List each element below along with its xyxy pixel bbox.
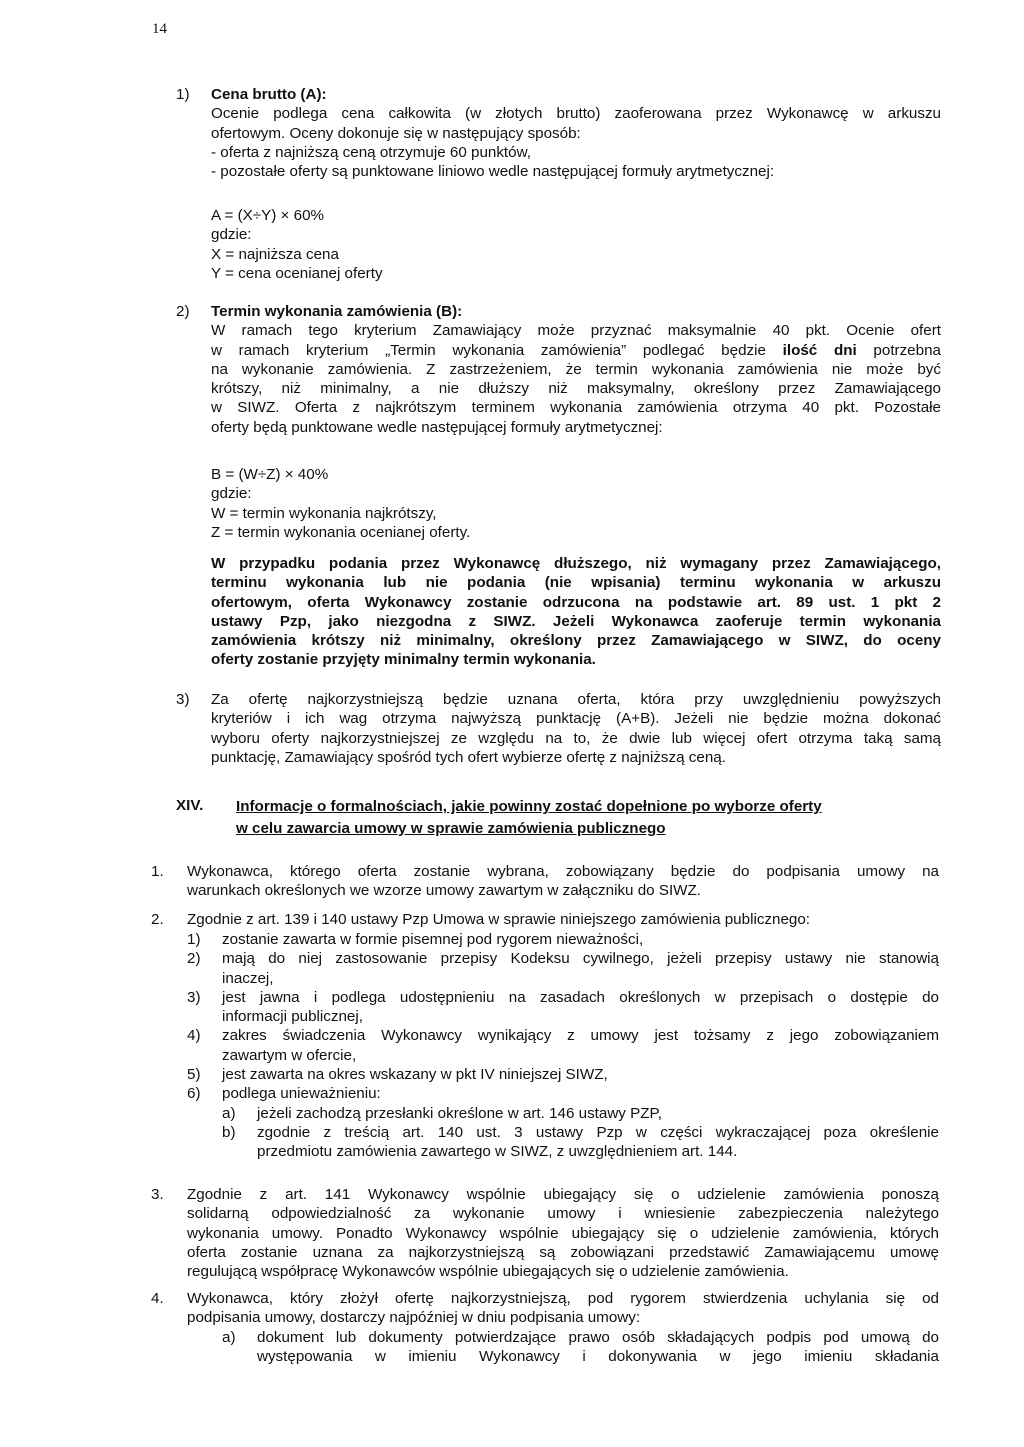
- list-item-number: 4): [187, 1027, 201, 1045]
- list-item-number: 5): [187, 1066, 201, 1084]
- formula-a-expression: A = (X÷Y) × 60%: [211, 207, 325, 224]
- list-item-line: jest jawna i podlega udostępnieniu na zasadach określonych w przepisach o dostępie do: [222, 988, 939, 1006]
- item-2-intro: Zgodnie z art. 139 i 140 ustawy Pzp Umowa w sprawie niniejszego zamówienia publicznego:: [187, 911, 811, 928]
- item-3-number: 3.: [151, 1186, 164, 1203]
- warning-line: zamówienia krótszy niż minimalny, określony przez Zamawiającego w SIWZ, do oceny: [211, 632, 941, 650]
- sub-list-item-line: przedmiotu zamówienia zawartego w SIWZ, z uwzględnieniem art. 144.: [257, 1143, 738, 1161]
- item-2-number: 2.: [151, 911, 164, 928]
- criterion-a-line: Ocenie podlega cena całkowita (w złotych brutto) zaoferowana przez Wykonawcę w arkuszu: [211, 105, 941, 123]
- criterion-b-line: W ramach tego kryterium Zamawiający może przyznać maksymalnie 40 pkt. Ocenie ofert: [211, 322, 941, 340]
- sub-list-item-letter: a): [222, 1328, 236, 1346]
- warning-line: oferty zostanie przyjęty minimalny termin wykonania.: [211, 651, 596, 669]
- list-item-line: zostanie zawarta w formie pisemnej pod rygorem nieważności,: [222, 931, 644, 948]
- criterion-a-number: 1): [176, 86, 190, 103]
- warning-line: ustawy Pzp, jako niezgodna z SIWZ. Jeżeli Wykonawca zaoferuje termin wykonania: [211, 612, 941, 630]
- formula-a-x: X = najniższa cena: [211, 245, 339, 263]
- warning-line: terminu wykonania lub nie podania (nie wpisania) terminu wykonania w arkuszu: [211, 574, 941, 592]
- list-item: [187, 949, 939, 988]
- item-1-line: warunkach określonych we wzorze umowy zawartym w załączniku do SIWZ.: [187, 882, 702, 900]
- criterion-3-number: 3): [176, 691, 190, 708]
- list-item: [187, 1026, 939, 1065]
- warning-line: ofertowym, oferta Wykonawcy zostanie odrzucona na podstawie art. 89 ust. 1 pkt 2: [211, 593, 941, 611]
- list-item: [187, 988, 939, 1027]
- criterion-b-line: krótszy, niż minimalny, a nie dłuższy niż maksymalny, określony przez Zamawiającego: [211, 380, 941, 398]
- list-item-line: mają do niej zastosowanie przepisy Kodeksu cywilnego, jeżeli przepisy ustawy nie stanowią: [222, 950, 939, 968]
- formula-a-y: Y = cena ocenianej oferty: [211, 264, 383, 282]
- item-3-line: oferta zostanie uznana za najkorzystniejszą są zobowiązani przedstawić Zamawiającemu umowę: [187, 1243, 939, 1261]
- list-item-line: informacji publicznej,: [222, 1008, 363, 1026]
- section-number: XIV.: [176, 797, 204, 814]
- list-item: [187, 1065, 939, 1084]
- criterion-b-warning: [211, 554, 941, 670]
- formula-b-w: W = termin wykonania najkrótszy,: [211, 504, 437, 522]
- item-1: [187, 862, 939, 901]
- criterion-3-line: wyboru oferty najkorzystniejszej ze względu na to, że dwie lub więcej ofert otrzyma taką samą: [211, 729, 941, 747]
- sub-list-item: [187, 1328, 939, 1367]
- criterion-a: [211, 85, 941, 181]
- sub-list-item-line: dokument lub dokumenty potwierdzające prawo osób składających podpis pod umową do: [257, 1328, 939, 1346]
- item-1-line: Wykonawca, którego oferta zostanie wybrana, zobowiązany będzie do podpisania umowy na: [187, 863, 939, 880]
- section-title: Informacje o formalnościach, jakie powinny zostać dopełnione po wyborze oferty: [236, 798, 822, 815]
- formula-a: [211, 206, 611, 283]
- criterion-b-line: na wykonanie zamówienia. Z zastrzeżeniem, że termin wykonania zamówienia nie może być: [211, 360, 941, 378]
- warning-line: W przypadku podania przez Wykonawcę dłuższego, niż wymagany przez Zamawiającego,: [211, 555, 941, 572]
- list-item-line: zakres świadczenia Wykonawcy wynikający z umowy jest tożsamy z jego zobowiązaniem: [222, 1027, 939, 1045]
- list-item: [187, 930, 939, 949]
- list-item-line: zawartym w ofercie,: [222, 1046, 357, 1064]
- item-4: [187, 1289, 939, 1366]
- section-heading: [236, 796, 936, 840]
- formula-b-where: gdzie:: [211, 485, 252, 503]
- item-3-line: regulującą współpracę Wykonawców wspólnie ubiegających się o udzielenie zamówienia.: [187, 1263, 789, 1281]
- criterion-a-line: - pozostałe oferty są punktowane liniowo wedle następującej formuły arytmetycznej:: [211, 163, 775, 181]
- criterion-a-line: ofertowym. Oceny dokonuje się w następujący sposób:: [211, 124, 581, 142]
- formula-b-z: Z = termin wykonania ocenianej oferty.: [211, 523, 471, 541]
- list-item-number: 3): [187, 988, 201, 1006]
- criterion-3: [211, 690, 941, 767]
- list-item-line: jest zawarta na okres wskazany w pkt IV niniejszej SIWZ,: [222, 1066, 608, 1084]
- sub-list-item: [187, 1104, 939, 1123]
- sub-list-item-line: występowania w imieniu Wykonawcy i dokonywania w jego imieniu składania: [257, 1347, 939, 1365]
- criterion-b-text: potrzebna: [873, 341, 941, 359]
- criterion-b-bold: ilość dni: [782, 341, 857, 359]
- item-3-line: wykonania umowy. Ponadto Wykonawcy wspólnie ubiegający się o udzielenie zamówienia, których: [187, 1224, 939, 1242]
- item-4-number: 4.: [151, 1290, 164, 1307]
- sub-list-item-letter: a): [222, 1104, 236, 1122]
- item-2-list: [187, 930, 939, 1162]
- sub-list-item-line: jeżeli zachodzą przesłanki określone w art. 146 ustawy PZP,: [257, 1104, 662, 1122]
- list-item-number: 6): [187, 1085, 201, 1103]
- formula-b: [211, 465, 611, 542]
- sub-list-item-letter: b): [222, 1123, 236, 1141]
- item-3: [187, 1185, 939, 1281]
- list-item-line: inaczej,: [222, 969, 274, 987]
- criterion-3-line: punktację, Zamawiający spośród tych ofert wybierze ofertę z najniższą ceną.: [211, 748, 726, 766]
- section-title: w celu zawarcia umowy w sprawie zamówienia publicznego: [236, 820, 666, 837]
- formula-b-expression: B = (W÷Z) × 40%: [211, 466, 329, 483]
- criterion-3-line: Za ofertę najkorzystniejszą będzie uznana oferta, która przy uwzględnieniu powyższych: [211, 691, 941, 708]
- criterion-a-line: - oferta z najniższą ceną otrzymuje 60 punktów,: [211, 143, 531, 161]
- sub-list-item: [187, 1123, 939, 1162]
- criterion-b-line: w SIWZ. Oferta z najkrótszym terminem wykonania zamówienia otrzyma 40 pkt. Pozostałe: [211, 399, 941, 417]
- list-item: [187, 1084, 939, 1103]
- page-number: 14: [152, 21, 167, 37]
- list-item-number: 1): [187, 931, 201, 948]
- criterion-b-number: 2): [176, 303, 190, 320]
- item-3-line: Zgodnie z art. 141 Wykonawcy wspólnie ubiegający się o udzielenie zamówienia ponoszą: [187, 1186, 939, 1203]
- criterion-b: [211, 302, 941, 437]
- sub-list-item-line: zgodnie z treścią art. 140 ust. 3 ustawy Pzp w części wykraczającej poza określenie: [257, 1123, 939, 1141]
- criterion-b-text: w ramach kryterium „Termin wykonania zamówienia” podlegać będzie: [211, 341, 766, 359]
- criterion-b-line: [211, 341, 941, 360]
- formula-a-where: gdzie:: [211, 226, 252, 244]
- list-item-number: 2): [187, 950, 201, 968]
- criterion-b-title: Termin wykonania zamówienia (B):: [211, 303, 463, 320]
- list-item-line: podlega unieważnieniu:: [222, 1085, 381, 1103]
- criterion-3-line: kryteriów i ich wag otrzyma najwyższą punktację (A+B). Jeżeli nie będzie można dokonać: [211, 710, 941, 728]
- item-4-line: podpisania umowy, dostarczy najpóźniej w dniu podpisania umowy:: [187, 1309, 641, 1327]
- criterion-b-line: oferty będą punktowane wedle następującej formuły arytmetycznej:: [211, 418, 663, 436]
- item-2: [187, 910, 939, 929]
- criterion-a-title: Cena brutto (A):: [211, 86, 327, 103]
- item-4-line: Wykonawca, który złożył ofertę najkorzystniejszą, pod rygorem stwierdzenia uchylania się od: [187, 1290, 939, 1307]
- item-1-number: 1.: [151, 863, 164, 880]
- item-3-line: solidarną odpowiedzialność za wykonanie umowy i wniesienie zabezpieczenia należytego: [187, 1205, 939, 1223]
